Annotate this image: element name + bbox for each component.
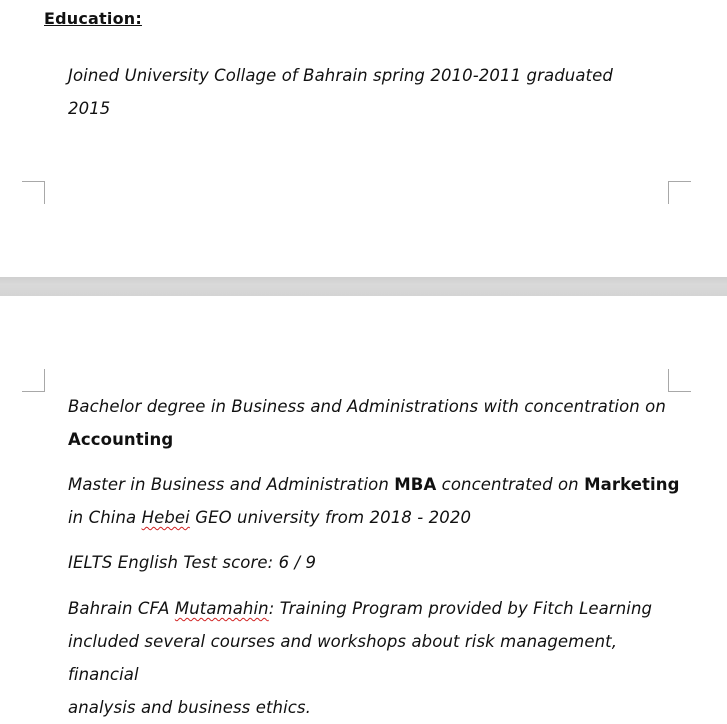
document-page-1 [0,0,727,277]
spellcheck-flag-hebei[interactable]: Hebei [141,508,190,527]
education-paragraph[interactable] [68,59,688,125]
ielts-line: IELTS English Test score: 6 / 9 [68,553,317,572]
education-heading: Education: [44,9,142,28]
education-line-1: Joined University Collage of Bahrain spring 2010-2011 graduated [68,66,613,85]
cfa-line-3: analysis and business ethics. [68,698,311,717]
mba-label: MBA [394,475,437,494]
ielts-paragraph[interactable] [68,546,688,579]
master-paragraph[interactable] [68,468,688,534]
cfa-line-1: Bahrain CFA Mutamahin: Training Program provided by Fitch Learning [68,599,653,618]
bachelor-line: Bachelor degree in Business and Administrations with concentration on [68,397,666,416]
crop-mark-top-left [22,369,45,392]
cfa-line-2: included several courses and workshops about risk management, financial [68,632,618,684]
crop-mark-bottom-right [668,181,691,204]
cfa-paragraph[interactable] [68,592,688,724]
spellcheck-flag-mutamahin[interactable]: Mutamahin [174,599,269,618]
bachelor-paragraph[interactable] [68,390,688,456]
page-separator [0,277,727,296]
accounting-label: Accounting [68,430,174,449]
marketing-label: Marketing [584,475,680,494]
master-line-1: Master in Business and Administration MBA concentrated on Marketing [68,475,680,494]
crop-mark-bottom-left [22,181,45,204]
document-page-2 [0,296,727,723]
education-line-2: 2015 [68,99,111,118]
crop-mark-top-right [668,369,691,392]
master-line-2: in China Hebei GEO university from 2018 - 2020 [68,508,472,527]
